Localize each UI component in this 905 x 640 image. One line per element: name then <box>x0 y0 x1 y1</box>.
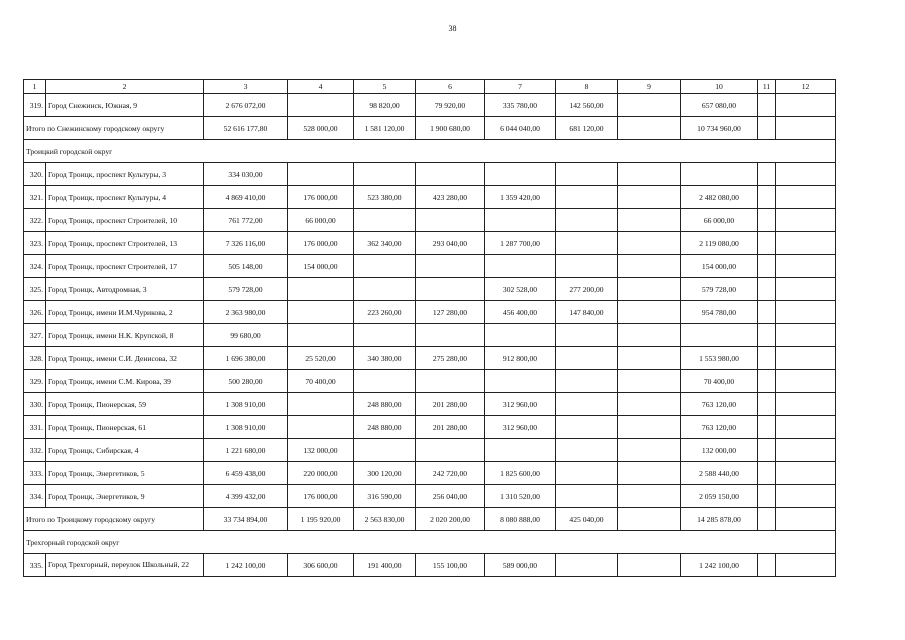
row-number: 325. <box>24 278 46 301</box>
row-number: 327. <box>24 324 46 347</box>
value-cell-c5: 191 400,00 <box>354 554 416 577</box>
total-cell-c7: 6 044 040,00 <box>485 117 556 140</box>
value-cell-c11 <box>758 278 776 301</box>
value-cell-c9 <box>618 278 681 301</box>
value-cell-c4: 25 520,00 <box>288 347 354 370</box>
value-cell-c12 <box>776 416 836 439</box>
column-header: 10 <box>681 80 758 94</box>
value-cell-c6: 256 040,00 <box>416 485 485 508</box>
page-number: 38 <box>448 24 457 33</box>
value-cell-c10: 66 000,00 <box>681 209 758 232</box>
address-cell: Город Троицк, проспект Строителей, 17 <box>46 255 204 278</box>
value-cell-c8 <box>556 439 618 462</box>
value-cell-c10: 154 000,00 <box>681 255 758 278</box>
section-label: Трехгорный городской округ <box>24 531 836 554</box>
value-cell-c7: 912 800,00 <box>485 347 556 370</box>
value-cell-c3: 7 326 116,00 <box>204 232 288 255</box>
row-number: 331. <box>24 416 46 439</box>
value-cell-c9 <box>618 462 681 485</box>
value-cell-c9 <box>618 163 681 186</box>
value-cell-c11 <box>758 301 776 324</box>
value-cell-c6: 293 040,00 <box>416 232 485 255</box>
value-cell-c12 <box>776 485 836 508</box>
column-header: 1 <box>24 80 46 94</box>
value-cell-c4: 132 000,00 <box>288 439 354 462</box>
row-number: 323. <box>24 232 46 255</box>
value-cell-c10 <box>681 324 758 347</box>
value-cell-c6: 201 280,00 <box>416 416 485 439</box>
address-cell: Город Троицк, имени С.М. Кирова, 39 <box>46 370 204 393</box>
value-cell-c9 <box>618 347 681 370</box>
value-cell-c6 <box>416 255 485 278</box>
address-cell: Город Трехгорный, переулок Школьный, 22 <box>46 554 204 577</box>
value-cell-c6 <box>416 439 485 462</box>
value-cell-c11 <box>758 209 776 232</box>
value-cell-c12 <box>776 439 836 462</box>
value-cell-c5 <box>354 209 416 232</box>
value-cell-c8: 142 560,00 <box>556 94 618 117</box>
value-cell-c12 <box>776 554 836 577</box>
value-cell-c8 <box>556 324 618 347</box>
value-cell-c4 <box>288 278 354 301</box>
value-cell-c9 <box>618 324 681 347</box>
total-cell-c6: 2 020 200,00 <box>416 508 485 531</box>
value-cell-c4: 306 600,00 <box>288 554 354 577</box>
table-row <box>24 347 836 370</box>
address-cell: Город Троицк, Сибирская, 4 <box>46 439 204 462</box>
section-row <box>24 531 836 554</box>
value-cell-c11 <box>758 439 776 462</box>
value-cell-c8 <box>556 370 618 393</box>
value-cell-c6: 201 280,00 <box>416 393 485 416</box>
value-cell-c3: 99 680,00 <box>204 324 288 347</box>
column-header-row <box>24 80 836 94</box>
value-cell-c6: 242 720,00 <box>416 462 485 485</box>
value-cell-c9 <box>618 439 681 462</box>
value-cell-c10: 657 080,00 <box>681 94 758 117</box>
value-cell-c7 <box>485 255 556 278</box>
value-cell-c8 <box>556 416 618 439</box>
value-cell-c4: 176 000,00 <box>288 232 354 255</box>
value-cell-c7: 312 960,00 <box>485 393 556 416</box>
section-row <box>24 140 836 163</box>
value-cell-c10: 1 553 980,00 <box>681 347 758 370</box>
total-cell-c9 <box>618 117 681 140</box>
address-cell: Город Троицк, проспект Культуры, 4 <box>46 186 204 209</box>
value-cell-c5 <box>354 439 416 462</box>
value-cell-c7: 589 000,00 <box>485 554 556 577</box>
value-cell-c10: 132 000,00 <box>681 439 758 462</box>
value-cell-c7: 335 780,00 <box>485 94 556 117</box>
total-cell-c9 <box>618 508 681 531</box>
column-header: 2 <box>46 80 204 94</box>
table-row <box>24 462 836 485</box>
value-cell-c4: 176 000,00 <box>288 485 354 508</box>
value-cell-c3: 334 030,00 <box>204 163 288 186</box>
value-cell-c3: 2 676 072,00 <box>204 94 288 117</box>
value-cell-c3: 6 459 438,00 <box>204 462 288 485</box>
value-cell-c8 <box>556 462 618 485</box>
value-cell-c3: 4 869 410,00 <box>204 186 288 209</box>
value-cell-c7 <box>485 439 556 462</box>
value-cell-c10: 763 120,00 <box>681 416 758 439</box>
table-row <box>24 278 836 301</box>
value-cell-c5: 98 820,00 <box>354 94 416 117</box>
value-cell-c5 <box>354 163 416 186</box>
value-cell-c8 <box>556 255 618 278</box>
total-cell-c11 <box>758 508 776 531</box>
value-cell-c6 <box>416 163 485 186</box>
value-cell-c9 <box>618 416 681 439</box>
total-cell-c10: 14 285 878,00 <box>681 508 758 531</box>
value-cell-c8 <box>556 393 618 416</box>
row-number: 322. <box>24 209 46 232</box>
value-cell-c3: 4 399 432,00 <box>204 485 288 508</box>
value-cell-c11 <box>758 554 776 577</box>
value-cell-c10 <box>681 163 758 186</box>
total-cell-c4: 1 195 920,00 <box>288 508 354 531</box>
address-cell: Город Троицк, имени С.И. Денисова, 32 <box>46 347 204 370</box>
value-cell-c5: 248 880,00 <box>354 393 416 416</box>
value-cell-c8 <box>556 232 618 255</box>
total-cell-c5: 1 581 120,00 <box>354 117 416 140</box>
value-cell-c9 <box>618 485 681 508</box>
row-number: 334. <box>24 485 46 508</box>
value-cell-c3: 1 308 910,00 <box>204 416 288 439</box>
row-number: 335. <box>24 554 46 577</box>
value-cell-c7: 1 287 700,00 <box>485 232 556 255</box>
value-cell-c7: 312 960,00 <box>485 416 556 439</box>
column-header: 9 <box>618 80 681 94</box>
value-cell-c12 <box>776 301 836 324</box>
value-cell-c3: 761 772,00 <box>204 209 288 232</box>
value-cell-c4 <box>288 163 354 186</box>
value-cell-c12 <box>776 232 836 255</box>
table-row <box>24 439 836 462</box>
value-cell-c8: 277 200,00 <box>556 278 618 301</box>
total-row <box>24 117 836 140</box>
value-cell-c12 <box>776 347 836 370</box>
value-cell-c10: 2 059 150,00 <box>681 485 758 508</box>
row-number: 330. <box>24 393 46 416</box>
value-cell-c10: 1 242 100,00 <box>681 554 758 577</box>
data-table <box>23 79 836 577</box>
value-cell-c8 <box>556 209 618 232</box>
value-cell-c6: 423 280,00 <box>416 186 485 209</box>
value-cell-c9 <box>618 301 681 324</box>
value-cell-c8 <box>556 347 618 370</box>
total-cell-c12 <box>776 117 836 140</box>
table-row <box>24 393 836 416</box>
value-cell-c7 <box>485 324 556 347</box>
row-number: 332. <box>24 439 46 462</box>
value-cell-c11 <box>758 416 776 439</box>
value-cell-c5: 340 380,00 <box>354 347 416 370</box>
value-cell-c9 <box>618 209 681 232</box>
address-cell: Город Троицк, Пионерская, 59 <box>46 393 204 416</box>
value-cell-c11 <box>758 94 776 117</box>
value-cell-c6 <box>416 370 485 393</box>
value-cell-c6 <box>416 209 485 232</box>
value-cell-c9 <box>618 393 681 416</box>
value-cell-c4: 176 000,00 <box>288 186 354 209</box>
column-header: 5 <box>354 80 416 94</box>
value-cell-c3: 505 148,00 <box>204 255 288 278</box>
value-cell-c8 <box>556 163 618 186</box>
total-cell-c6: 1 900 680,00 <box>416 117 485 140</box>
total-cell-c8: 681 120,00 <box>556 117 618 140</box>
value-cell-c6 <box>416 278 485 301</box>
value-cell-c5: 362 340,00 <box>354 232 416 255</box>
table-row <box>24 485 836 508</box>
value-cell-c12 <box>776 462 836 485</box>
table-row <box>24 301 836 324</box>
value-cell-c11 <box>758 232 776 255</box>
row-number: 321. <box>24 186 46 209</box>
column-header: 7 <box>485 80 556 94</box>
total-cell-c3: 33 734 894,00 <box>204 508 288 531</box>
value-cell-c5: 223 260,00 <box>354 301 416 324</box>
value-cell-c10: 954 780,00 <box>681 301 758 324</box>
value-cell-c11 <box>758 370 776 393</box>
value-cell-c9 <box>618 255 681 278</box>
address-cell: Город Троицк, проспект Строителей, 13 <box>46 232 204 255</box>
value-cell-c9 <box>618 370 681 393</box>
table-row <box>24 94 836 117</box>
row-number: 320. <box>24 163 46 186</box>
row-number: 328. <box>24 347 46 370</box>
value-cell-c6 <box>416 324 485 347</box>
total-row <box>24 508 836 531</box>
row-number: 333. <box>24 462 46 485</box>
address-cell: Город Троицк, проспект Строителей, 10 <box>46 209 204 232</box>
value-cell-c4 <box>288 94 354 117</box>
value-cell-c7 <box>485 163 556 186</box>
value-cell-c7: 456 400,00 <box>485 301 556 324</box>
value-cell-c4: 70 400,00 <box>288 370 354 393</box>
value-cell-c3: 1 696 380,00 <box>204 347 288 370</box>
value-cell-c6: 127 280,00 <box>416 301 485 324</box>
value-cell-c4: 66 000,00 <box>288 209 354 232</box>
value-cell-c12 <box>776 186 836 209</box>
value-cell-c4 <box>288 416 354 439</box>
value-cell-c8 <box>556 485 618 508</box>
value-cell-c4 <box>288 324 354 347</box>
value-cell-c12 <box>776 393 836 416</box>
table-row <box>24 416 836 439</box>
value-cell-c7 <box>485 209 556 232</box>
value-cell-c9 <box>618 232 681 255</box>
total-cell-c4: 528 000,00 <box>288 117 354 140</box>
value-cell-c4: 220 000,00 <box>288 462 354 485</box>
value-cell-c7: 1 359 420,00 <box>485 186 556 209</box>
table-row <box>24 186 836 209</box>
value-cell-c11 <box>758 393 776 416</box>
value-cell-c11 <box>758 347 776 370</box>
value-cell-c3: 500 280,00 <box>204 370 288 393</box>
value-cell-c10: 2 482 080,00 <box>681 186 758 209</box>
address-cell: Город Троицк, Энергетиков, 9 <box>46 485 204 508</box>
table-body <box>24 80 836 577</box>
table-row <box>24 209 836 232</box>
value-cell-c12 <box>776 163 836 186</box>
total-cell-c7: 8 080 888,00 <box>485 508 556 531</box>
value-cell-c5: 300 120,00 <box>354 462 416 485</box>
value-cell-c3: 2 363 980,00 <box>204 301 288 324</box>
total-cell-c11 <box>758 117 776 140</box>
table-row <box>24 255 836 278</box>
total-cell-c3: 52 616 177,80 <box>204 117 288 140</box>
address-cell: Город Троицк, проспект Культуры, 3 <box>46 163 204 186</box>
value-cell-c12 <box>776 94 836 117</box>
value-cell-c11 <box>758 186 776 209</box>
value-cell-c10: 2 119 080,00 <box>681 232 758 255</box>
value-cell-c5 <box>354 255 416 278</box>
value-cell-c7: 302 528,00 <box>485 278 556 301</box>
value-cell-c3: 579 728,00 <box>204 278 288 301</box>
total-label: Итого по Снежинскому городскому округу <box>24 117 204 140</box>
total-label: Итого по Троицкому городскому округу <box>24 508 204 531</box>
value-cell-c8 <box>556 554 618 577</box>
value-cell-c5 <box>354 324 416 347</box>
value-cell-c10: 70 400,00 <box>681 370 758 393</box>
value-cell-c8: 147 840,00 <box>556 301 618 324</box>
value-cell-c10: 579 728,00 <box>681 278 758 301</box>
column-header: 8 <box>556 80 618 94</box>
value-cell-c12 <box>776 370 836 393</box>
column-header: 11 <box>758 80 776 94</box>
column-header: 6 <box>416 80 485 94</box>
total-cell-c12 <box>776 508 836 531</box>
address-cell: Город Троицк, имени Н.К. Крупской, 8 <box>46 324 204 347</box>
address-cell: Город Снежинск, Южная, 9 <box>46 94 204 117</box>
value-cell-c5 <box>354 370 416 393</box>
table-row <box>24 554 836 577</box>
row-number: 329. <box>24 370 46 393</box>
value-cell-c5: 248 880,00 <box>354 416 416 439</box>
value-cell-c11 <box>758 324 776 347</box>
value-cell-c12 <box>776 324 836 347</box>
column-header: 4 <box>288 80 354 94</box>
value-cell-c5: 523 380,00 <box>354 186 416 209</box>
value-cell-c11 <box>758 255 776 278</box>
table-row <box>24 232 836 255</box>
row-number: 326. <box>24 301 46 324</box>
total-cell-c8: 425 040,00 <box>556 508 618 531</box>
value-cell-c12 <box>776 209 836 232</box>
value-cell-c11 <box>758 485 776 508</box>
value-cell-c3: 1 242 100,00 <box>204 554 288 577</box>
value-cell-c8 <box>556 186 618 209</box>
value-cell-c12 <box>776 255 836 278</box>
value-cell-c7: 1 825 600,00 <box>485 462 556 485</box>
value-cell-c11 <box>758 462 776 485</box>
value-cell-c9 <box>618 94 681 117</box>
value-cell-c12 <box>776 278 836 301</box>
total-cell-c5: 2 563 830,00 <box>354 508 416 531</box>
value-cell-c5: 316 590,00 <box>354 485 416 508</box>
value-cell-c4 <box>288 393 354 416</box>
table-row <box>24 324 836 347</box>
value-cell-c5 <box>354 278 416 301</box>
value-cell-c10: 2 588 440,00 <box>681 462 758 485</box>
section-label: Троицкий городской округ <box>24 140 836 163</box>
row-number: 319. <box>24 94 46 117</box>
address-cell: Город Троицк, имени И.М.Чурикова, 2 <box>46 301 204 324</box>
value-cell-c9 <box>618 186 681 209</box>
value-cell-c7 <box>485 370 556 393</box>
column-header: 12 <box>776 80 836 94</box>
row-number: 324. <box>24 255 46 278</box>
total-cell-c10: 10 734 960,00 <box>681 117 758 140</box>
address-cell: Город Троицк, Энергетиков, 5 <box>46 462 204 485</box>
value-cell-c6: 275 280,00 <box>416 347 485 370</box>
value-cell-c3: 1 308 910,00 <box>204 393 288 416</box>
column-header: 3 <box>204 80 288 94</box>
value-cell-c9 <box>618 554 681 577</box>
value-cell-c6: 79 920,00 <box>416 94 485 117</box>
value-cell-c4: 154 000,00 <box>288 255 354 278</box>
value-cell-c3: 1 221 680,00 <box>204 439 288 462</box>
value-cell-c4 <box>288 301 354 324</box>
value-cell-c6: 155 100,00 <box>416 554 485 577</box>
table-row <box>24 163 836 186</box>
address-cell: Город Троицк, Автодромная, 3 <box>46 278 204 301</box>
address-cell: Город Троицк, Пионерская, 61 <box>46 416 204 439</box>
value-cell-c11 <box>758 163 776 186</box>
value-cell-c7: 1 310 520,00 <box>485 485 556 508</box>
value-cell-c10: 763 120,00 <box>681 393 758 416</box>
table-row <box>24 370 836 393</box>
